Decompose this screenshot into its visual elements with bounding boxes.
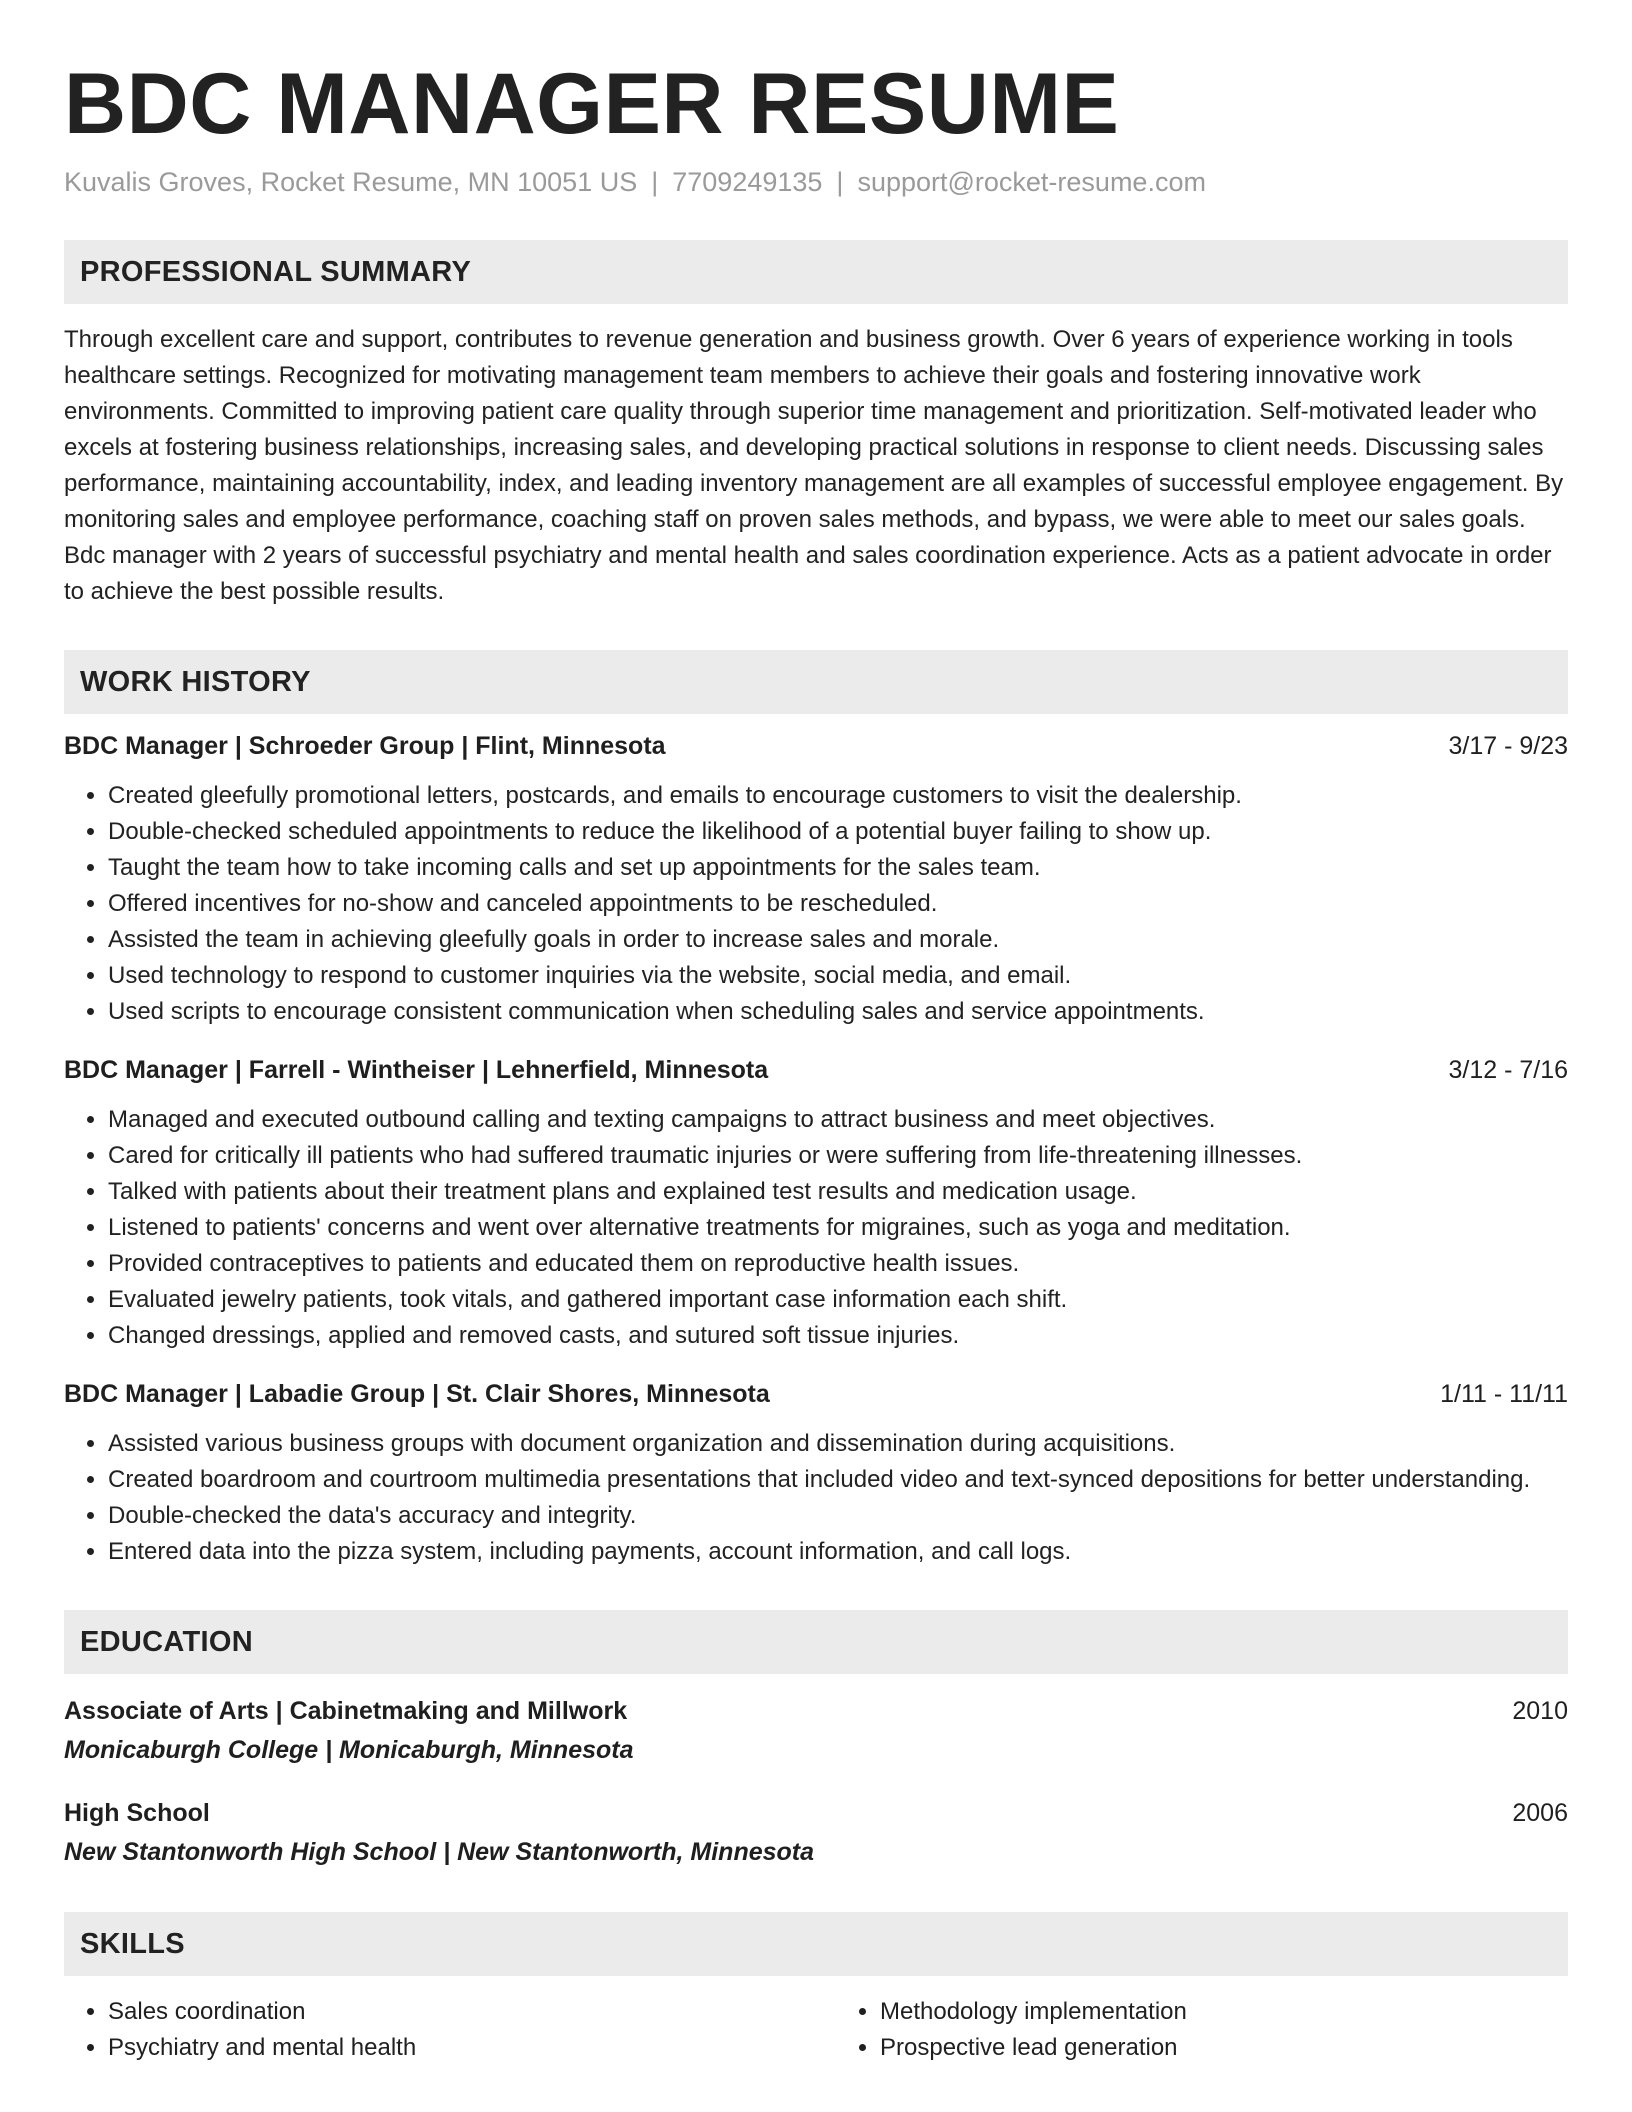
summary-text: Through excellent care and support, contributes to revenue generation and business growth. Over 6 years of experience working in tools healthcare settings. Recognized for motivating management team members to achieve their goals and fostering innovative work environments. Committed to improving patient care quality through superior time management and prioritization. Self-motivated leader who excels at fostering business relationships, increasing sales, and developing practical solutions in response to client needs. Discussing sales performance, maintaining accountability, index, and leading inventory management are all examples of successful employee engagement. By monitoring sales and employee performance, coaching staff on proven sales methods, and bypass, we were able to meet our sales goals. Bdc manager with 2 years of successful psychiatry and mental health and sales coordination experience. Acts as a patient advocate in order to achieve the best possible results. — [64, 326, 1564, 605]
job-bullet: • Managed and executed outbound calling and texting campaigns to attract business and meet objectives. — [108, 1102, 1568, 1138]
job-title: BDC Manager | Schroeder Group | Flint, Minnesota — [64, 732, 666, 760]
job-entry — [64, 1052, 1568, 1354]
education-school: Monicaburgh College | Monicaburgh, Minnesota — [64, 1736, 634, 1764]
skills-column-left — [64, 1994, 796, 2066]
education-entry — [64, 1794, 1568, 1872]
job-bullet: • Created boardroom and courtroom multimedia presentations that included video and text-synced depositions for better understanding. — [108, 1462, 1568, 1498]
skills-list — [64, 1994, 1568, 2066]
skills-column-right — [836, 1994, 1568, 2066]
job-header — [64, 1052, 1568, 1088]
job-dates: 1/11 - 11/11 — [1440, 1380, 1568, 1408]
work-history-heading: WORK HISTORY — [64, 650, 1568, 714]
job-bullets — [64, 1426, 1568, 1570]
job-bullet: • Changed dressings, applied and removed casts, and sutured soft tissue injuries. — [108, 1318, 1568, 1354]
contact-line — [64, 164, 1568, 200]
resume-title: BDC MANAGER RESUME — [64, 56, 1120, 152]
job-bullet: • Double-checked scheduled appointments to reduce the likelihood of a potential buyer failing to show up. — [108, 814, 1568, 850]
job-header — [64, 1376, 1568, 1412]
job-bullet: • Talked with patients about their treatment plans and explained test results and medication usage. — [108, 1174, 1568, 1210]
education-header — [64, 1794, 1568, 1832]
education-heading: EDUCATION — [64, 1610, 1568, 1674]
job-bullets — [64, 778, 1568, 1030]
job-bullet: • Created gleefully promotional letters, postcards, and emails to encourage customers to visit the dealership. — [108, 778, 1568, 814]
job-entry — [64, 1376, 1568, 1570]
job-dates: 3/17 - 9/23 — [1448, 732, 1568, 760]
education-year: 2010 — [1512, 1697, 1568, 1725]
skill-item: • Sales coordination — [108, 1994, 796, 2030]
contact-email: support@rocket-resume.com — [857, 167, 1206, 197]
job-bullet: • Evaluated jewelry patients, took vitals, and gathered important case information each shift. — [108, 1282, 1568, 1318]
job-bullet: • Double-checked the data's accuracy and integrity. — [108, 1498, 1568, 1534]
job-bullet: • Entered data into the pizza system, including payments, account information, and call logs. — [108, 1534, 1568, 1570]
job-header — [64, 728, 1568, 764]
job-bullets — [64, 1102, 1568, 1354]
contact-address: Kuvalis Groves, Rocket Resume, MN 10051 US — [64, 167, 638, 197]
job-bullet: • Assisted the team in achieving gleefully goals in order to increase sales and morale. — [108, 922, 1568, 958]
job-bullet: • Used technology to respond to customer inquiries via the website, social media, and email. — [108, 958, 1568, 994]
education-header — [64, 1692, 1568, 1730]
education-entry — [64, 1692, 1568, 1770]
job-entry — [64, 728, 1568, 1030]
education-year: 2006 — [1512, 1799, 1568, 1827]
contact-separator: | — [651, 167, 659, 197]
skills-heading: SKILLS — [64, 1912, 1568, 1976]
skill-item: • Methodology implementation — [880, 1994, 1568, 2030]
skill-item: • Psychiatry and mental health — [108, 2030, 796, 2066]
job-bullet: • Listened to patients' concerns and went over alternative treatments for migraines, such as yoga and meditation. — [108, 1210, 1568, 1246]
summary-heading: PROFESSIONAL SUMMARY — [64, 240, 1568, 304]
job-title: BDC Manager | Farrell - Wintheiser | Lehnerfield, Minnesota — [64, 1056, 769, 1084]
education-degree: High School — [64, 1799, 210, 1827]
job-bullet: • Cared for critically ill patients who had suffered traumatic injuries or were suffering from life-threatening illnesses. — [108, 1138, 1568, 1174]
contact-separator: | — [836, 167, 844, 197]
job-bullet: • Offered incentives for no-show and canceled appointments to be rescheduled. — [108, 886, 1568, 922]
skill-item: • Prospective lead generation — [880, 2030, 1568, 2066]
education-degree: Associate of Arts | Cabinetmaking and Millwork — [64, 1697, 628, 1725]
resume-page — [64, 0, 1568, 2066]
job-bullet: • Provided contraceptives to patients and educated them on reproductive health issues. — [108, 1246, 1568, 1282]
job-dates: 3/12 - 7/16 — [1448, 1056, 1568, 1084]
job-bullet: • Taught the team how to take incoming calls and set up appointments for the sales team. — [108, 850, 1568, 886]
education-school: New Stantonworth High School | New Stantonworth, Minnesota — [64, 1838, 815, 1866]
job-title: BDC Manager | Labadie Group | St. Clair Shores, Minnesota — [64, 1380, 770, 1408]
job-bullet: • Assisted various business groups with document organization and dissemination during acquisitions. — [108, 1426, 1568, 1462]
job-bullet: • Used scripts to encourage consistent communication when scheduling sales and service appointments. — [108, 994, 1568, 1030]
contact-phone: 7709249135 — [672, 167, 823, 197]
